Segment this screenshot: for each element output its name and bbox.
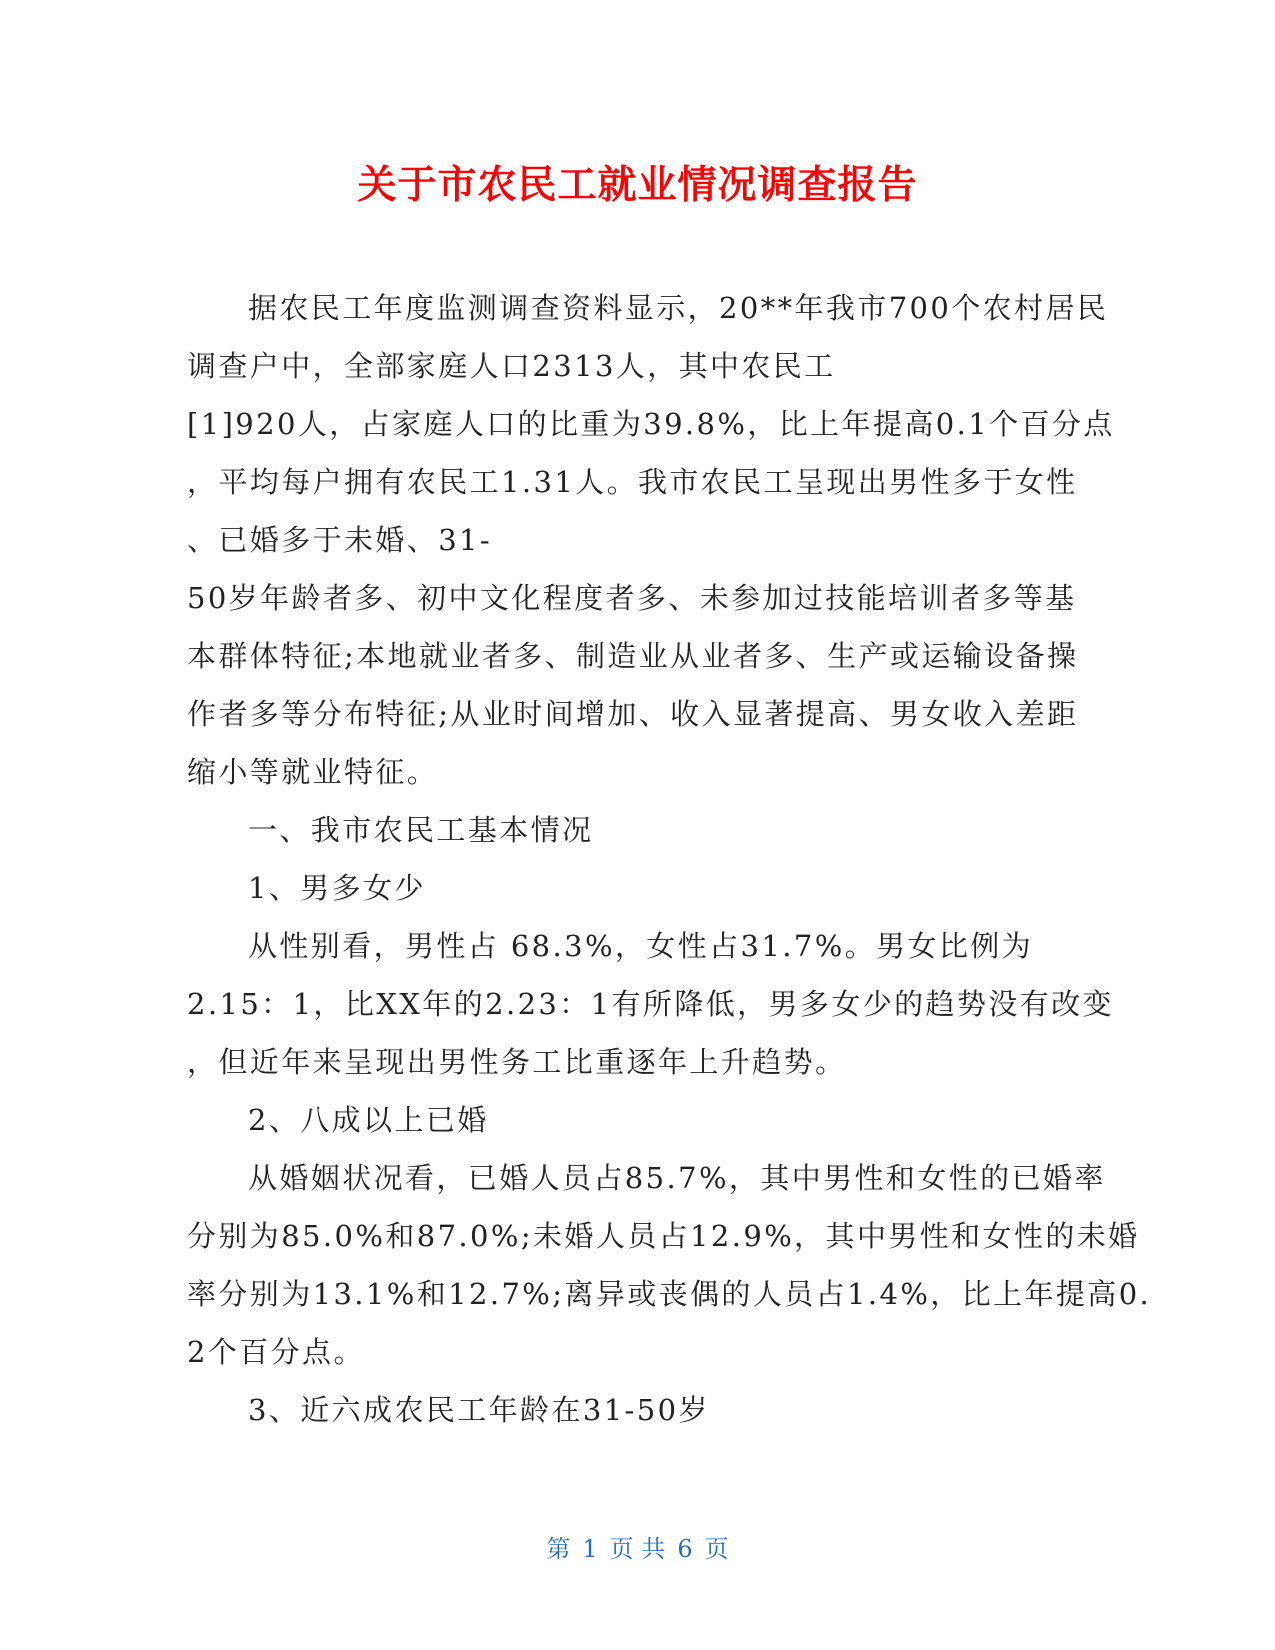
- body-line: 从性别看，男性占 68.3%，女性占31.7%。男女比例为: [248, 929, 1034, 963]
- body-line: 分别为85.0%和87.0%;未婚人员占12.9%，其中男性和女性的未婚: [187, 1219, 1140, 1253]
- body-line: ，平均每户拥有农民工1.31人。我市农民工呈现出男性多于女性: [187, 465, 1078, 499]
- body-line: 从婚姻状况看，已婚人员占85.7%，其中男性和女性的已婚率: [248, 1161, 1106, 1195]
- body-line: 50岁年龄者多、初中文化程度者多、未参加过技能培训者多等基: [187, 581, 1077, 615]
- subsection-heading: 2、八成以上已婚: [248, 1103, 489, 1137]
- body-line: 缩小等就业特征。: [187, 755, 439, 789]
- body-line: 本群体特征;本地就业者多、制造业从业者多、生产或运输设备操: [187, 639, 1079, 673]
- body-line: 、已婚多于未婚、31-: [187, 523, 493, 557]
- footer-suffix: 页: [704, 1535, 729, 1563]
- subsection-heading: 3、近六成农民工年龄在31-50岁: [248, 1393, 710, 1427]
- body-line: 调查户中，全部家庭人口2313人，其中农民工: [187, 349, 836, 383]
- total-pages-number: 6: [677, 1535, 693, 1563]
- page-footer: [0, 1534, 1275, 1564]
- subsection-heading: 1、男多女少: [248, 871, 426, 905]
- body-line: 作者多等分布特征;从业时间增加、收入显著提高、男女收入差距: [187, 697, 1079, 731]
- body-line: 据农民工年度监测调查资料显示，20**年我市700个农村居民: [248, 291, 1109, 325]
- current-page-number: 1: [582, 1535, 598, 1563]
- body-line: 2.15：1，比XX年的2.23：1有所降低，男多女少的趋势没有改变: [187, 987, 1114, 1021]
- body-line: 率分别为13.1%和12.7%;离异或丧偶的人员占1.4%，比上年提高0.: [187, 1277, 1152, 1311]
- body-line: ，但近年来呈现出男性务工比重逐年上升趋势。: [187, 1045, 847, 1079]
- document-title: 关于市农民工就业情况调查报告: [357, 163, 918, 208]
- footer-middle: 页 共: [609, 1535, 666, 1563]
- footer-prefix: 第: [546, 1535, 571, 1563]
- section-heading: 一、我市农民工基本情况: [248, 813, 594, 847]
- body-line: 2个百分点。: [187, 1335, 365, 1369]
- body-line: [1]920人，占家庭人口的比重为39.8%，比上年提高0.1个百分点: [187, 407, 1115, 441]
